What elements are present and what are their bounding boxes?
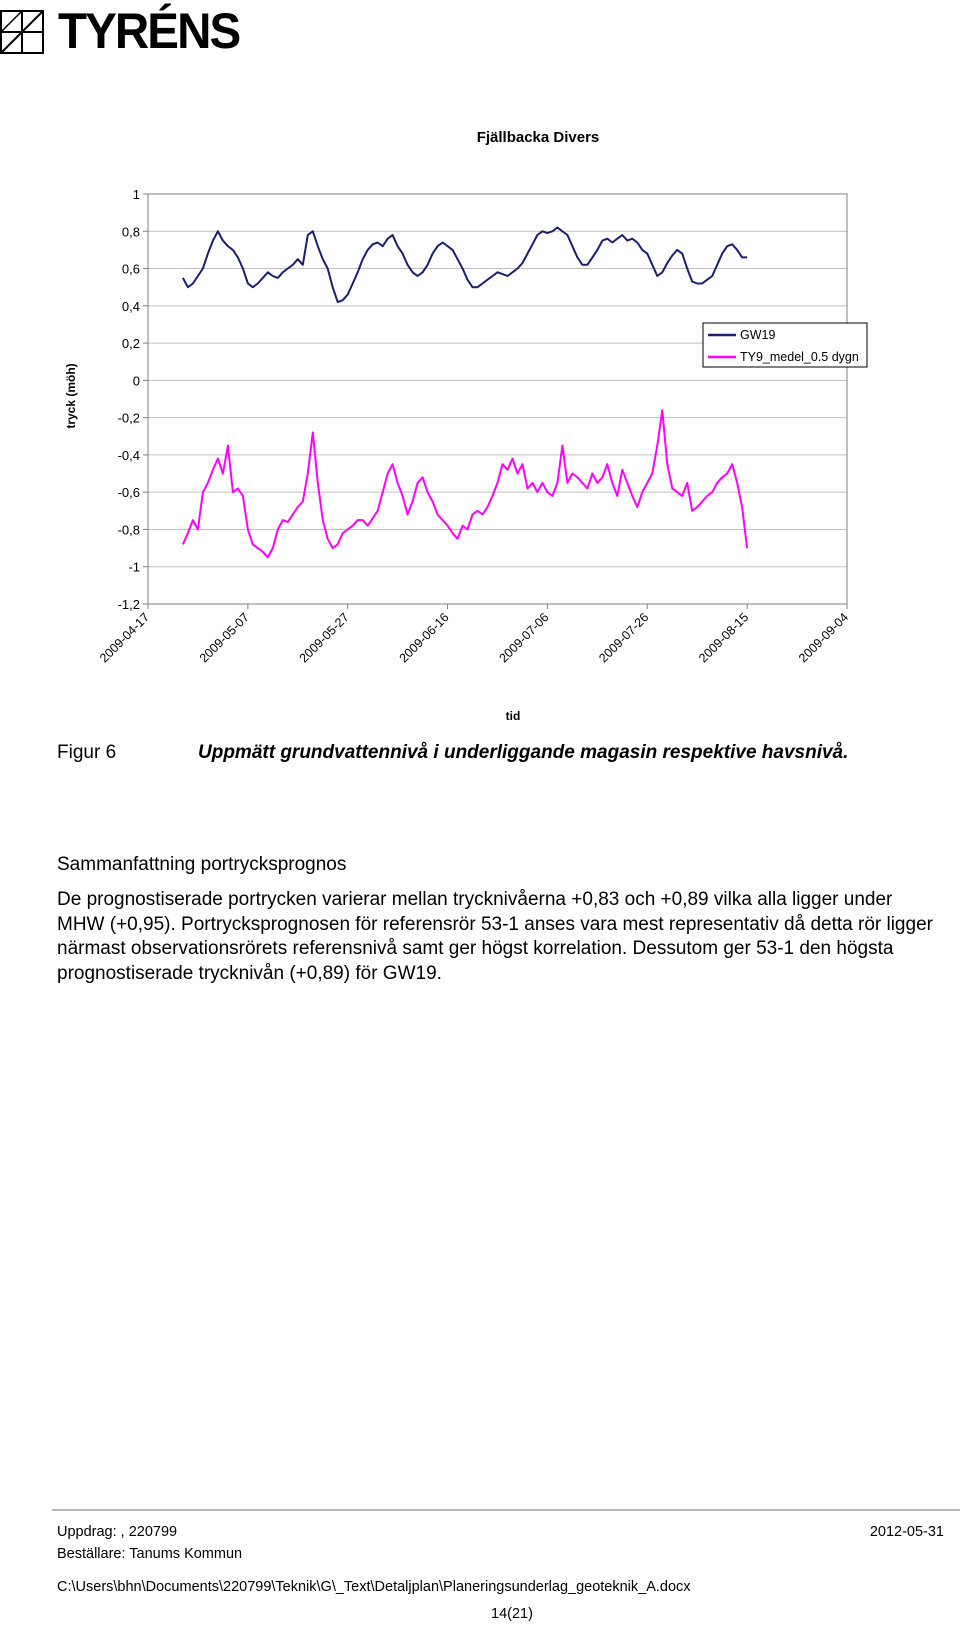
- y-tick-label: 0,4: [121, 298, 140, 314]
- x-tick-label: 2009-04-17: [97, 610, 153, 666]
- footer-file-path: C:\Users\bhn\Documents\220799\Teknik\G\_Text\Detaljplan\Planeringsunderlag_geoteknik_A.docx: [57, 1579, 691, 1595]
- chart-series: [183, 228, 747, 558]
- footer-divider: [52, 1509, 960, 1511]
- section-heading: Sammanfattning portrycksprognos: [57, 854, 347, 875]
- y-tick-label: -0,2: [117, 410, 140, 426]
- x-tick-label: 2009-05-27: [296, 610, 352, 666]
- y-tick-label: 1: [132, 187, 140, 202]
- series-line-ty9: [183, 410, 747, 557]
- chart-container: [50, 120, 920, 740]
- y-tick-label: 0,6: [121, 261, 140, 277]
- y-tick-label: 0: [132, 373, 140, 389]
- figure-caption-text: Uppmätt grundvattennivå i underliggande magasin respektive havsnivå.: [198, 742, 849, 763]
- footer-bestallare: Beställare: Tanums Kommun: [57, 1546, 243, 1562]
- footer-uppdrag: Uppdrag: , 220799: [57, 1524, 178, 1540]
- x-tick-label: 2009-08-15: [696, 610, 752, 666]
- legend-entry: TY9_medel_0.5 dygn: [740, 350, 859, 364]
- axis-ticks: [97, 187, 851, 665]
- legend-entry: GW19: [740, 328, 776, 342]
- figure-label: Figur 6: [57, 742, 117, 763]
- company-logo: [0, 3, 260, 59]
- x-tick-label: 2009-09-04: [796, 610, 852, 666]
- series-line-gw19: [183, 228, 747, 303]
- y-tick-label: -0,6: [117, 485, 140, 501]
- chart: [50, 120, 920, 740]
- chart-title: Fjällbacka Divers: [476, 129, 600, 146]
- x-tick-label: 2009-07-26: [596, 610, 652, 666]
- y-tick-label: -1,2: [117, 597, 140, 612]
- y-tick-label: 0,8: [121, 224, 140, 240]
- x-tick-label: 2009-05-07: [196, 610, 252, 666]
- chart-legend: [703, 323, 867, 367]
- logo-text: TYRÉNS: [58, 3, 240, 59]
- y-tick-label: 0,2: [121, 336, 140, 352]
- page-number: 14(21): [491, 1606, 533, 1622]
- summary-paragraph: De prognostiserade portrycken varierar mellan trycknivåerna +0,83 och +0,89 vilka alla ligger under MHW (+0,95). Portrycksprognosen för referensrör 53-1 anses vara mest representativ då detta rör ligger närmast observationsrörets referensnivå samt ger högst korrelation. Dessutom ger 53-1 den högsta prognostiserade trycknivån (+0,89) för GW19.: [57, 889, 933, 984]
- y-tick-label: -0,4: [117, 447, 140, 463]
- x-axis-label: tid: [505, 709, 521, 723]
- footer-date: 2012-05-31: [869, 1524, 944, 1540]
- x-tick-label: 2009-06-16: [396, 610, 452, 666]
- tyrens-logo-icon: [0, 10, 44, 54]
- y-tick-label: -1: [128, 559, 140, 575]
- x-tick-label: 2009-07-06: [496, 610, 552, 666]
- y-axis-label: tryck (möh): [64, 363, 78, 429]
- y-tick-label: -0,8: [117, 522, 140, 538]
